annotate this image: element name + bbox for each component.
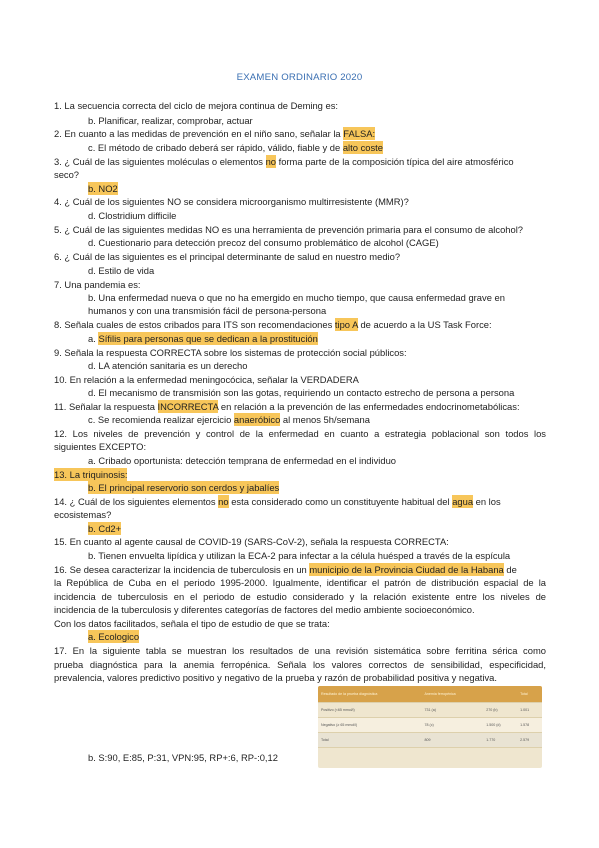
table-cell: Total xyxy=(318,733,422,748)
answer-3 xyxy=(88,183,544,195)
highlight: no xyxy=(265,156,277,167)
header-cell xyxy=(483,686,517,703)
question-14-cont: ecosistemas? xyxy=(54,509,112,520)
table-cell: 1.001 xyxy=(517,703,542,718)
header-cell: Anemia ferropénica xyxy=(422,686,484,703)
highlight: FALSA: xyxy=(343,128,376,139)
table-row xyxy=(318,733,542,748)
answer-8: a. Sífilis para personas que se dedican a la prostitución xyxy=(88,333,318,344)
question-9: 9. Señala la respuesta CORRECTA sobre los sistemas de protección social públicos: xyxy=(54,347,407,358)
table-cell: Negativo (≥ 65 mmol/l) xyxy=(318,718,422,733)
question-6: 6. ¿ Cuál de las siguientes es el principal determinante de salud en nuestro medio? xyxy=(54,251,401,262)
table-header-row xyxy=(318,686,542,703)
table-cell: 78 (c) xyxy=(422,718,484,733)
question-16: 16. Se desea caracterizar la incidencia de tuberculosis en un municipio de la Provincia Ciudad de la Habana de xyxy=(54,564,517,575)
exam-title: EXAMEN ORDINARIO 2020 xyxy=(236,72,363,83)
question-17-line-2: prueba diagnóstica para la anemia ferropénica. Señala los valores correctos de sensibilidad, especificidad, xyxy=(54,659,546,670)
question-13 xyxy=(54,469,546,481)
question-8: 8. Señala cuales de estos cribados para ITS son recomendaciones tipo A de acuerdo a la US Task Force: xyxy=(54,319,492,330)
question-5: 5. ¿ Cuál de las siguientes medidas NO es una herramienta de prevención primaria para el consumo de alcohol? xyxy=(54,224,524,235)
question-3-cont: seco? xyxy=(54,169,80,180)
question-17-line-3: prevalencia, valores predictivo positivo y negativo de la prueba y razón de probabilidad positiva y negativa. xyxy=(54,672,497,683)
answer-12: a. Cribado oportunista: detección temprana de enfermedad en el individuo xyxy=(88,455,397,466)
highlight: anaeróbico xyxy=(233,414,281,425)
answer-15: b. Tienen envuelta lipídica y utilizan la ECA-2 para infectar a la célula huésped a través de la espícula xyxy=(88,550,511,561)
table-cell: 1.500 (d) xyxy=(483,718,517,733)
answer-11: c. Se recomienda realizar ejercicio anaeróbico al menos 5h/semana xyxy=(88,414,370,425)
answer-16 xyxy=(88,631,544,643)
header-cell: Resultado de la prueba diagnóstica xyxy=(318,686,422,703)
highlight: alto coste xyxy=(342,142,383,153)
table-cell: 2.579 xyxy=(517,733,542,748)
highlight: b. NO2 xyxy=(88,183,118,194)
answer-14 xyxy=(88,523,544,535)
table-cell: 1.578 xyxy=(517,718,542,733)
question-16-line-2: la República de Cuba en el periodo 1995-2000. Igualmente, identificar el patrón de distribución espacial de la xyxy=(54,577,546,588)
highlight: b. Cd2+ xyxy=(88,523,122,534)
question-14: 14. ¿ Cuál de los siguientes elementos no esta considerado como un constituyente habitual del agua en los xyxy=(54,496,501,507)
table-cell: 1.770 xyxy=(483,733,517,748)
question-17-line-1: 17. En la siguiente tabla se muestran los resultados de una revisión sistemática sobre ferritina sérica como xyxy=(54,645,546,656)
highlight: Sífilis para personas que se dedican a la prostitución xyxy=(98,333,318,344)
diagnostic-table xyxy=(318,686,542,748)
answer-17: b. S:90, E:85, P:31, VPN:95, RP+:6, RP-:0,12 xyxy=(88,752,278,763)
answer-6: d. Estilo de vida xyxy=(88,265,155,276)
question-16-line-3: incidencia de tuberculosis en el periodo de estudio considerado y la relación existente entre los niveles de xyxy=(54,591,546,602)
question-11: 11. Señalar la respuesta INCORRECTA en relación a la prevención de las enfermedades endocrinometabólicas: xyxy=(54,401,520,412)
question-16-line-4: incidencia de la tuberculosis y diferentes categorías de factores del medio ambiente socioeconómico. xyxy=(54,604,475,615)
highlight: municipio de la Provincia Ciudad de la Habana xyxy=(309,564,504,575)
table-cell: 270 (b) xyxy=(483,703,517,718)
answer-7-cont: humanos y con una transmisión fácil de persona-persona xyxy=(88,305,327,316)
question-16-line-5: Con los datos facilitados, señala el tipo de estudio de que se trata: xyxy=(54,618,330,629)
question-12-cont: siguientes EXCEPTO: xyxy=(54,441,147,452)
highlight: a. Ecologico xyxy=(88,631,140,642)
highlight: no xyxy=(218,496,229,507)
highlight: agua xyxy=(452,496,474,507)
question-4: 4. ¿ Cuál de los siguientes NO se considera microorganismo multirresistente (MMR)? xyxy=(54,196,409,207)
highlight: b. El principal reservorio son cerdos y jabalíes xyxy=(88,482,280,493)
table-cell: 731 (a) xyxy=(422,703,484,718)
question-3: 3. ¿ Cuál de las siguientes moléculas o elementos no forma parte de la composición típica del aire atmosférico xyxy=(54,156,514,167)
table-row xyxy=(318,703,542,718)
question-2: 2. En cuanto a las medidas de prevención en el niño sano, señalar la FALSA: xyxy=(54,128,376,139)
answer-13 xyxy=(88,482,544,494)
answer-4: d. Clostridium difficile xyxy=(88,210,177,221)
question-10: 10. En relación a la enfermedad meningocócica, señalar la VERDADERA xyxy=(54,374,359,385)
question-12: 12. Los niveles de prevención y control de la enfermedad en cuanto a estrategia poblacional son todos los xyxy=(54,428,546,439)
highlight: tipo A xyxy=(334,319,358,330)
answer-1: b. Planificar, realizar, comprobar, actuar xyxy=(88,115,253,126)
answer-10: d. El mecanismo de transmisión son las gotas, requiriendo un contacto estrecho de persona a persona xyxy=(88,387,515,398)
highlight: INCORRECTA xyxy=(157,401,219,412)
answer-7: b. Una enfermedad nueva o que no ha emergido en mucho tiempo, que causa enfermedad grave en xyxy=(88,292,505,303)
question-7: 7. Una pandemia es: xyxy=(54,279,141,290)
table-row xyxy=(318,718,542,733)
answer-2: c. El método de cribado deberá ser rápido, válido, fiable y de alto coste xyxy=(88,142,383,153)
answer-9: d. LA atención sanitaria es un derecho xyxy=(88,360,248,371)
table-cell: Positivo (<65 mmol/l) xyxy=(318,703,422,718)
question-1: 1. La secuencia correcta del ciclo de mejora continua de Deming es: xyxy=(54,100,339,111)
table-cell: 809 xyxy=(422,733,484,748)
header-cell: Total xyxy=(517,686,542,703)
highlight: 13. La triquinosis: xyxy=(54,469,128,480)
question-15: 15. En cuanto al agente causal de COVID-19 (SARS-CoV-2), señala la respuesta CORRECTA: xyxy=(54,536,449,547)
answer-5: d. Cuestionario para detección precoz del consumo problemático de alcohol (CAGE) xyxy=(88,237,439,248)
